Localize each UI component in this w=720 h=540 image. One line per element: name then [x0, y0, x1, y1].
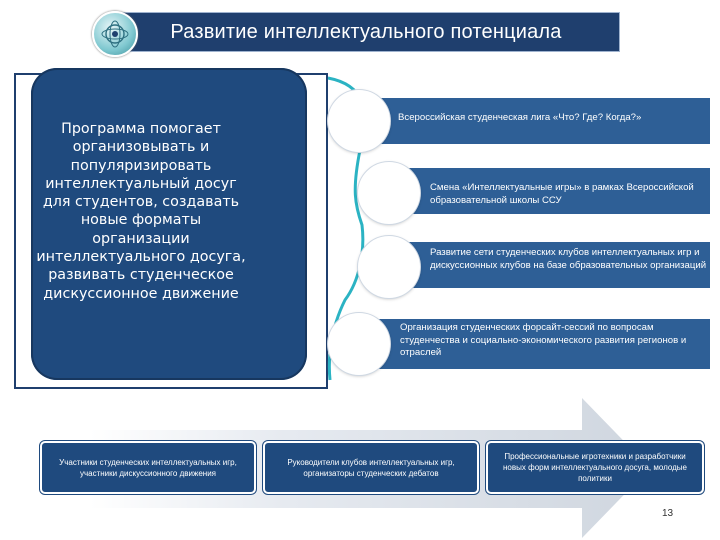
- list-item-label: Развитие сети студенческих клубов интеллектуальных игр и дискуссионных клубов на базе образовательных организаций: [430, 247, 707, 271]
- audience-card-label: Профессиональные игротехники и разработчики новых форм интеллектуального досуга, молодые политики: [503, 452, 687, 483]
- list-item-label: Смена «Интеллектуальные игры» в рамках Всероссийской образовательной школы ССУ: [430, 182, 694, 206]
- audience-card: [263, 441, 479, 494]
- audience-card: [486, 441, 704, 494]
- slide-title: Развитие интеллектуального потенциала: [112, 12, 620, 52]
- page-number: 13: [662, 508, 674, 519]
- audience-card: [40, 441, 256, 494]
- left-panel-text: Программа помогает организовывать и популяризировать интеллектуальный досуг для студентов, создавать новые форматы организации интеллектуального досуга, развивать студенческое дискуссионное движение: [36, 121, 246, 302]
- list-item-label: Всероссийская студенческая лига «Что? Где? Когда?»: [398, 112, 642, 123]
- audience-card-label: Участники студенческих интеллектуальных игр, участники дискуссионного движения: [59, 457, 237, 478]
- audience-card-label: Руководители клубов интеллектуальных игр, организаторы студенческих дебатов: [287, 457, 455, 478]
- list-item-label: Организация студенческих форсайт-сессий по вопросам студенчества и социально-экономического развития регионов и отраслей: [400, 322, 687, 358]
